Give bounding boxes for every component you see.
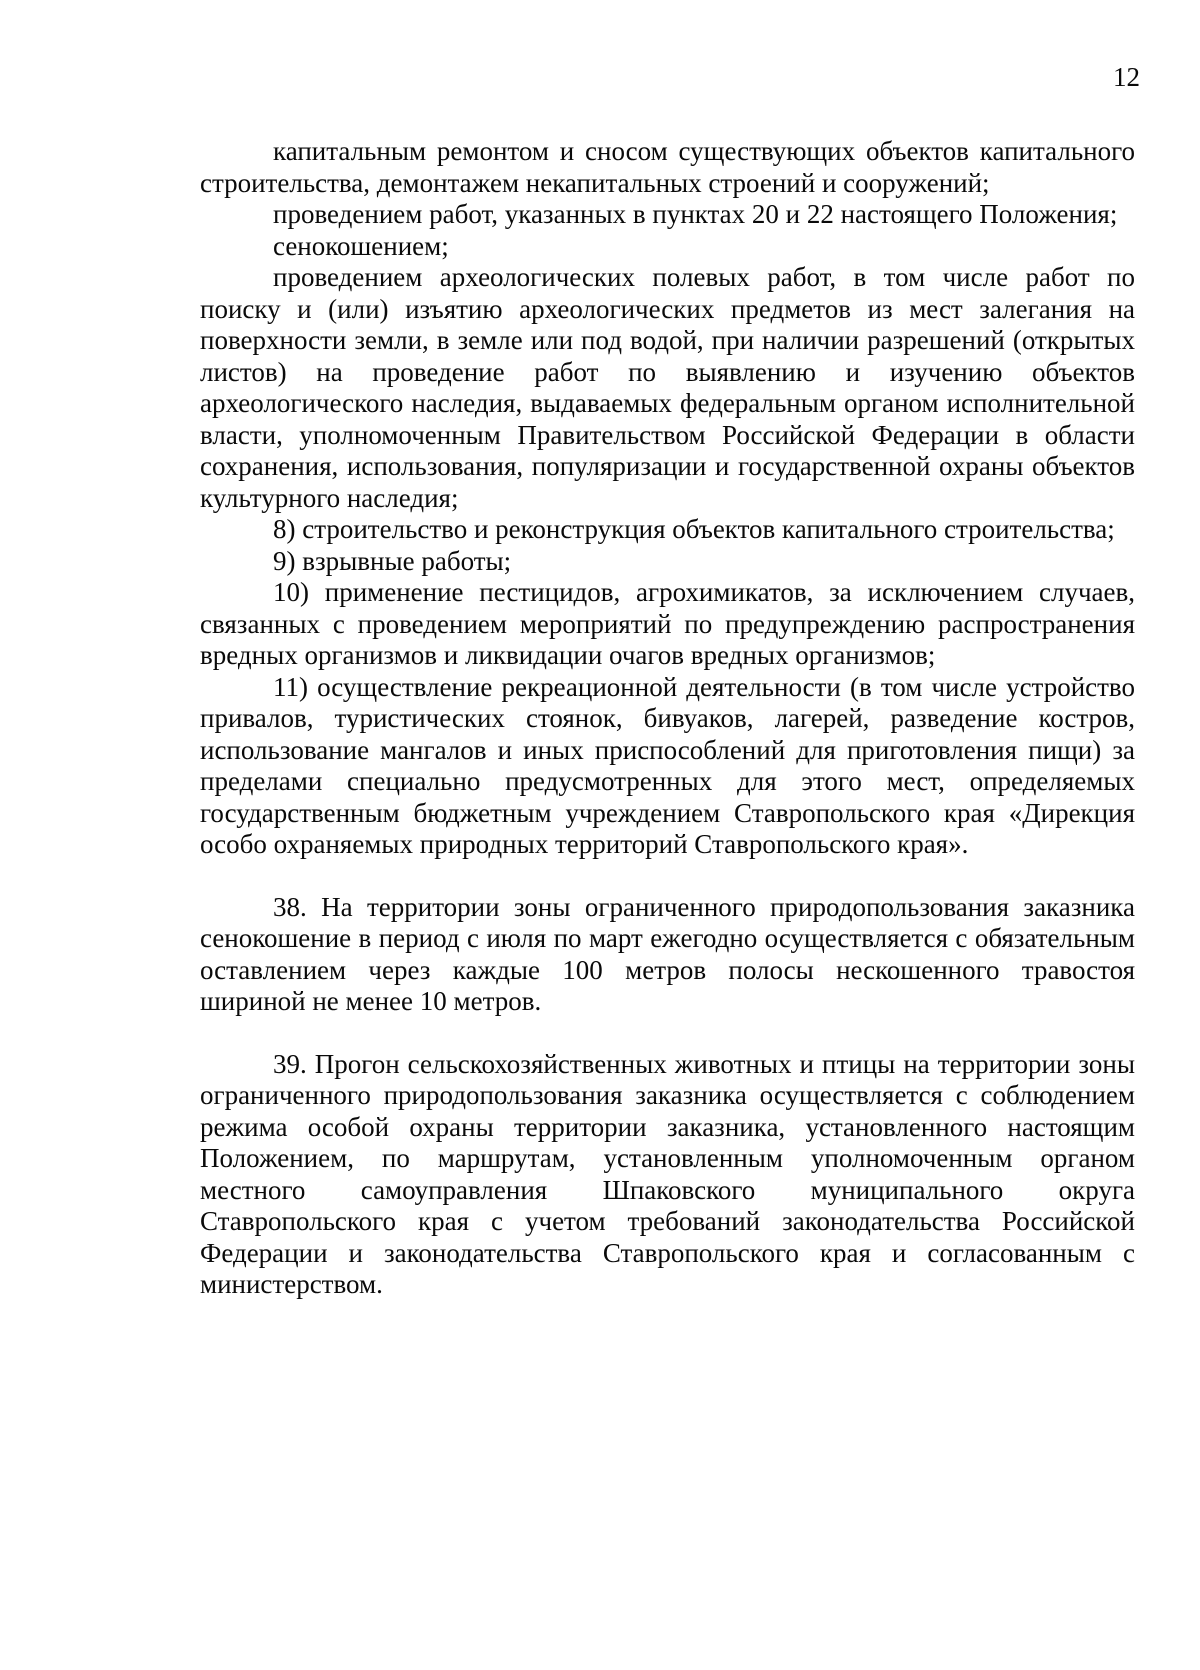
paragraph-item-11: 11) осуществление рекреационной деятельности (в том числе устройство привалов, туристических стоянок, бивуаков, лагерей, разведение костров, использование мангалов и иных приспособлений для приготовления пищи) за пределами специально предусмотренных для этого мест, определяемых государственным бюджетным учреждением Ставропольского края «Дирекция особо охраняемых природных территорий Ставропольского края».: [200, 671, 1135, 859]
paragraph-section-38: 38. На территории зоны ограниченного природопользования заказника сенокошение в период с июля по март ежегодно осуществляется с обязательным оставлением через каждые 100 метров полосы нескошенного травостоя шириной не менее 10 метров.: [200, 891, 1135, 1016]
paragraph-works-items-20-22: проведением работ, указанных в пунктах 20 и 22 настоящего Положения;: [273, 199, 1118, 229]
paragraph-item-8: 8) строительство и реконструкция объектов капитального строительства;: [273, 514, 1115, 544]
paragraph-haymaking: сенокошением;: [273, 230, 449, 261]
paragraph-section-39: 39. Прогон сельскохозяйственных животных и птицы на территории зоны ограниченного природопользования заказника осуществляется с соблюдением режима особой охраны территории заказника, установленного настоящим Положением, по маршрутам, установленным уполномоченным органом местного самоуправления Шпаковского муниципального округа Ставропольского края с учетом требований законодательства Российской Федерации и законодательства Ставропольского края и согласованным с министерством.: [200, 1048, 1135, 1299]
document-body: [200, 136, 1135, 1301]
paragraph-archaeological-works: проведением археологических полевых работ, в том числе работ по поиску и (или) изъятию археологических предметов из мест залегания на поверхности земли, в земле или под водой, при наличии разрешений (открытых листов) на проведение работ по выявлению и изучению объектов археологического наследия, выдаваемых федеральным органом исполнительной власти, уполномоченным Правительством Российской Федерации в области сохранения, использования, популяризации и государственной охраны объектов культурного наследия;: [200, 262, 1135, 513]
paragraph-capital-repair: капитальным ремонтом и сносом существующих объектов капитального строительства, демонтажем некапитальных строений и сооружений;: [200, 136, 1135, 198]
paragraph-item-9: 9) взрывные работы;: [273, 545, 512, 576]
paragraph-item-10: 10) применение пестицидов, агрохимикатов, за исключением случаев, связанных с проведением мероприятий по предупреждению распространения вредных организмов и ликвидации очагов вредных организмов;: [200, 577, 1135, 670]
page-number: 12: [1113, 62, 1140, 92]
